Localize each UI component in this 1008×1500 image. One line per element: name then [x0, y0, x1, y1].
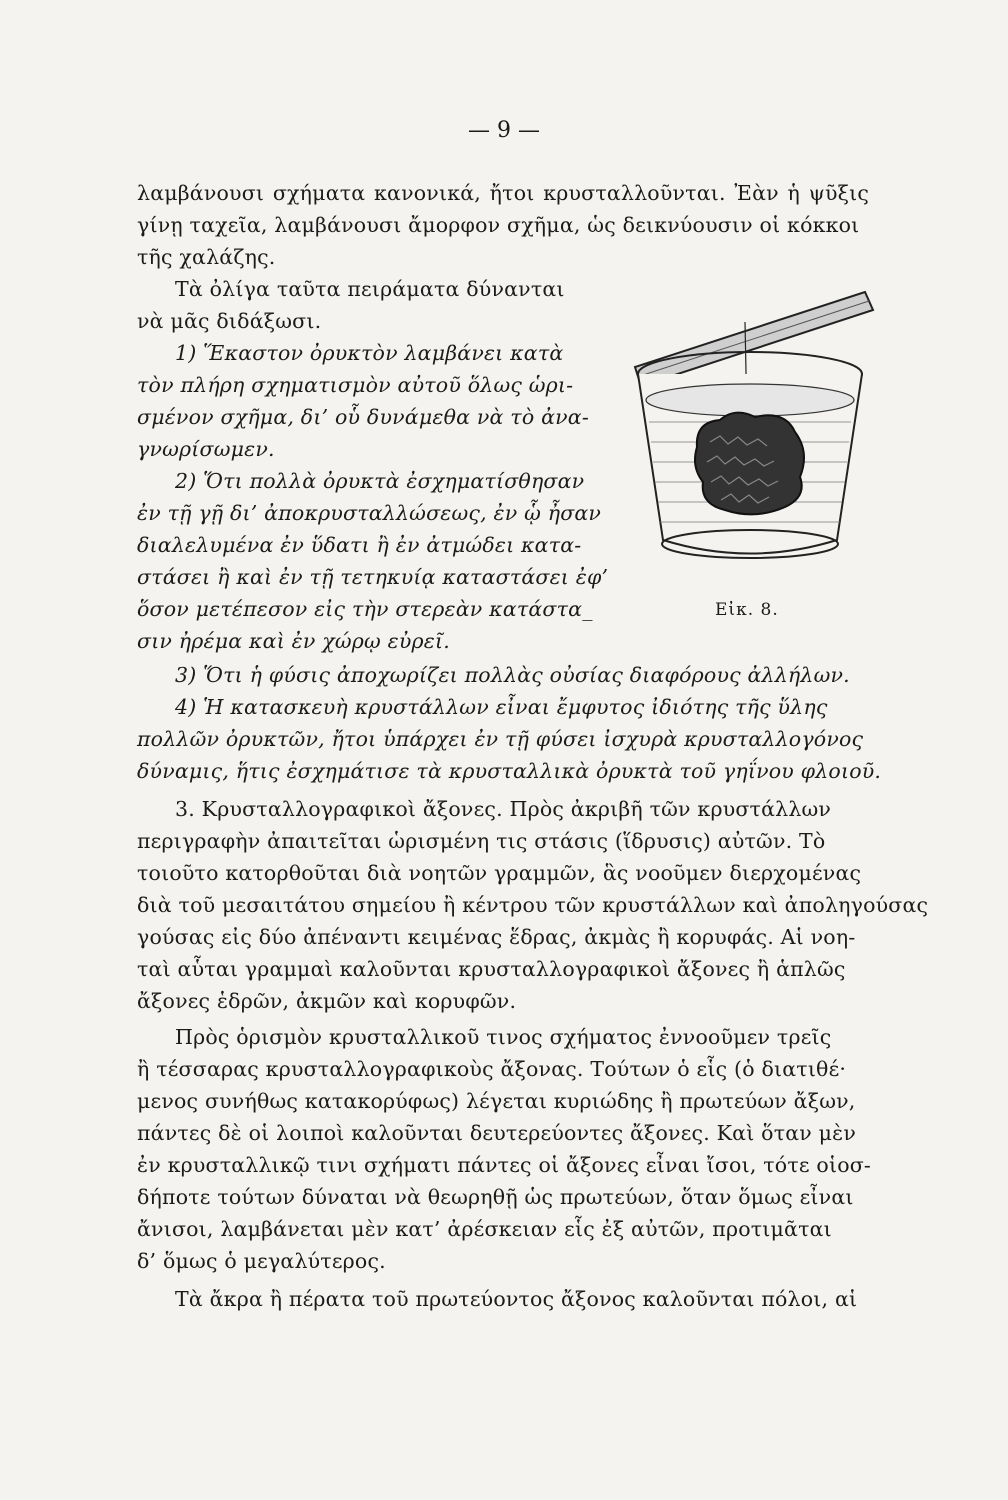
text-line: πάντες δὲ οἱ λοιποὶ καλοῦνται δευτερεύοντες ἄξονες. Καὶ ὅταν μὲν [137, 1121, 857, 1145]
text-line: γνωρίσωμεν. [137, 437, 275, 461]
text-line: 3) Ὅτι ἡ φύσις ἀποχωρίζει πολλὰς οὐσίας διαφόρους ἀλλήλων. [175, 663, 850, 687]
text-line: σιν ἠρέμα καὶ ἐν χώρῳ εὐρεῖ. [137, 629, 450, 653]
text-line: 4) Ἡ κατασκευὴ κρυστάλλων εἶναι ἔμφυτος ἰδιότης τῆς ὕλης [175, 695, 828, 719]
text-line: δ’ ὅμως ὁ μεγαλύτερος. [137, 1249, 386, 1273]
text-line: μενος συνήθως κατακορύφως) λέγεται κυριώδης ἢ πρωτεύων ἄξων, [137, 1089, 856, 1113]
text-line: περιγραφὴν ἀπαιτεῖται ὡρισμένη τις στάσις (ἵδρυσις) αὐτῶν. Τὸ [137, 829, 826, 853]
text-line: Πρὸς ὁρισμὸν κρυσταλλικοῦ τινος σχήματος ἐννοοῦμεν τρεῖς [175, 1025, 832, 1049]
text-line: ἄνισοι, λαμβάνεται μὲν κατ’ ἀρέσκειαν εἷς ἐξ αὐτῶν, προτιμᾶται [137, 1217, 832, 1241]
text-line: ἄξονες ἑδρῶν, ἀκμῶν καὶ κορυφῶν. [137, 989, 517, 1013]
text-line: 1) Ἕκαστον ὀρυκτὸν λαμβάνει κατὰ [175, 341, 564, 365]
page-number: — 9 — [468, 118, 540, 143]
text-line: δήποτε τούτων δύναται νὰ θεωρηθῇ ὡς πρωτεύων, ὅταν ὅμως εἶναι [137, 1185, 854, 1209]
text-line: ἢ τέσσαρας κρυσταλλογραφικοὺς ἄξονας. Τούτων ὁ εἷς (ὁ διατιθέ· [137, 1057, 847, 1081]
text-line: ταὶ αὗται γραμμαὶ καλοῦνται κρυσταλλογραφικοὶ ἄξονες ἢ ἁπλῶς [137, 957, 846, 981]
text-line: ἐν κρυσταλλικῷ τινι σχήματι πάντες οἱ ἄξονες εἶναι ἴσοι, τότε οἱοσ- [137, 1153, 872, 1177]
text-line: γούσας εἰς δύο ἀπέναντι κειμένας ἕδρας, ἀκμὰς ἢ κορυφάς. Αἱ νοη- [137, 925, 856, 949]
figure-caption: Εἰκ. 8. [715, 600, 779, 620]
text-line: Τὰ ἄκρα ἢ πέρατα τοῦ πρωτεύοντος ἄξονος καλοῦνται πόλοι, αἱ [175, 1287, 858, 1311]
beaker-drawing [625, 282, 875, 582]
text-line: σμένον σχῆμα, δι’ οὗ δυνάμεθα νὰ τὸ ἀνα- [137, 405, 589, 429]
text-line: πολλῶν ὀρυκτῶν, ἤτοι ὑπάρχει ἐν τῇ φύσει ἰσχυρὰ κρυσταλλογόνος [137, 727, 864, 751]
text-line: διαλελυμένα ἐν ὕδατι ἢ ἐν ἀτμώδει κατα- [137, 533, 582, 557]
text-line: τῆς χαλάζης. [137, 245, 276, 269]
text-line: δύναμις, ἥτις ἐσχημάτισε τὰ κρυσταλλικὰ ὀρυκτὰ τοῦ γηΐνου φλοιοῦ. [137, 759, 882, 783]
text-line: ἐν τῇ γῇ δι’ ἀποκρυσταλλώσεως, ἐν ᾧ ἦσαν [137, 501, 602, 525]
crystal-mass [695, 413, 804, 515]
text-line: διὰ τοῦ μεσαιτάτου σημείου ἢ κέντρου τῶν κρυστάλλων καὶ ἀποληγούσας [137, 893, 929, 917]
text-line: ὅσον μετέπεσον εἰς τὴν στερεὰν κατάστα_ [137, 597, 593, 621]
crystal-beaker-illustration [625, 282, 875, 582]
section-heading-line: 3. Κρυσταλλογραφικοὶ ἄξονες. Πρὸς ἀκριβῆ τῶν κρυστάλλων [175, 797, 832, 821]
text-line: νὰ μᾶς διδάξωσι. [137, 309, 322, 333]
text-line: τοιοῦτο κατορθοῦται διὰ νοητῶν γραμμῶν, ἃς νοοῦμεν διερχομένας [137, 861, 862, 885]
water-surface [646, 384, 854, 416]
text-line: τὸν πλήρη σχηματισμὸν αὐτοῦ ὅλως ὡρι- [137, 373, 574, 397]
text-line: στάσει ἢ καὶ ἐν τῇ τετηκυίᾳ καταστάσει ἐφ’ [137, 565, 609, 589]
text-line: λαμβάνουσι σχήματα κανονικά, ἤτοι κρυσταλλοῦνται. Ἐὰν ἡ ψῦξις [137, 181, 870, 205]
text-line: Τὰ ὀλίγα ταῦτα πειράματα δύνανται [175, 277, 565, 301]
text-line: 2) Ὅτι πολλὰ ὀρυκτὰ ἐσχηματίσθησαν [175, 469, 585, 493]
text-line: γίνῃ ταχεῖα, λαμβάνουσι ἄμορφον σχῆμα, ὡς δεικνύουσιν οἱ κόκκοι [137, 213, 860, 237]
